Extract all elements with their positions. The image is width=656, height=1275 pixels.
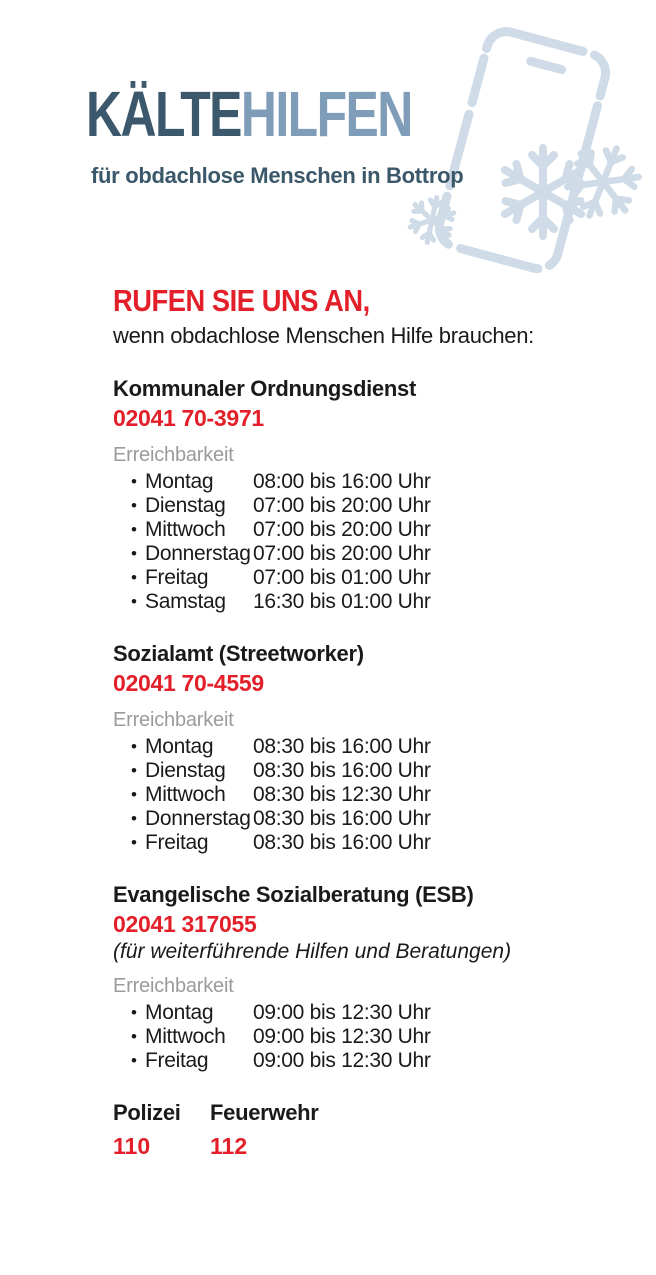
logo-text-hilfen: HILFEN <box>240 78 412 150</box>
opening-hours-row <box>113 1001 593 1025</box>
section-sozialamt-streetworker <box>113 640 593 855</box>
bullet-icon: • <box>131 520 137 539</box>
day-label: Dienstag <box>145 494 226 517</box>
opening-hours-row <box>113 494 593 518</box>
opening-hours-row <box>113 470 593 494</box>
time-range: 08:30 bis 16:00 Uhr <box>253 807 431 830</box>
time-range: 09:00 bis 12:30 Uhr <box>253 1049 431 1072</box>
section-title: Kommunaler Ordnungsdienst <box>113 376 416 401</box>
bullet-icon: • <box>131 472 137 491</box>
opening-hours-row <box>113 807 593 831</box>
opening-hours-row <box>113 566 593 590</box>
bullet-icon: • <box>131 809 137 828</box>
logo-text-kaelte: KÄLTE <box>86 78 241 150</box>
flyer-content <box>113 283 593 1161</box>
opening-hours-row <box>113 1049 593 1073</box>
time-range: 09:00 bis 12:30 Uhr <box>253 1001 431 1024</box>
bullet-icon: • <box>131 496 137 515</box>
phone-outline-icon <box>435 27 610 273</box>
emergency-label: Polizei <box>113 1100 181 1125</box>
section-title: Sozialamt (Streetworker) <box>113 641 364 666</box>
bullet-icon: • <box>131 1051 137 1070</box>
opening-hours-row <box>113 1025 593 1049</box>
bullet-icon: • <box>131 761 137 780</box>
time-range: 08:30 bis 16:00 Uhr <box>253 831 431 854</box>
section-title: Evangelische Sozialberatung (ESB) <box>113 882 474 907</box>
opening-hours-row <box>113 831 593 855</box>
phone-number: 02041 70-4559 <box>113 670 264 696</box>
time-range: 08:00 bis 16:00 Uhr <box>253 470 431 493</box>
section-note: (für weiterführende Hilfen und Beratungen) <box>113 940 512 963</box>
day-label: Dienstag <box>145 759 226 782</box>
day-label: Donnerstag <box>145 542 251 565</box>
emergency-label: Feuerwehr <box>210 1100 319 1125</box>
opening-hours-row <box>113 735 593 759</box>
time-range: 07:00 bis 20:00 Uhr <box>253 494 431 517</box>
phone-number: 02041 70-3971 <box>113 405 264 431</box>
day-label: Montag <box>145 1001 214 1024</box>
opening-hours-row <box>113 590 593 614</box>
bullet-icon: • <box>131 833 137 852</box>
day-label: Montag <box>145 735 214 758</box>
section-kommunaler-ordnungsdienst <box>113 375 593 614</box>
opening-hours-row <box>113 759 593 783</box>
day-label: Mittwoch <box>145 783 226 806</box>
time-range: 09:00 bis 12:30 Uhr <box>253 1025 431 1048</box>
time-range: 08:30 bis 16:00 Uhr <box>253 735 431 758</box>
bullet-icon: • <box>131 785 137 804</box>
opening-hours-row <box>113 542 593 566</box>
bullet-icon: • <box>131 1003 137 1022</box>
availability-label: Erreichbarkeit <box>113 709 234 731</box>
bullet-icon: • <box>131 568 137 587</box>
section-evangelische-sozialberatung <box>113 881 593 1073</box>
emergency-feuerwehr <box>210 1099 319 1161</box>
bullet-icon: • <box>131 1027 137 1046</box>
day-label: Donnerstag <box>145 807 251 830</box>
time-range: 08:30 bis 12:30 Uhr <box>253 783 431 806</box>
bullet-icon: • <box>131 544 137 563</box>
time-range: 16:30 bis 01:00 Uhr <box>253 590 431 613</box>
day-label: Freitag <box>145 566 209 589</box>
phone-snowflakes-graphic <box>390 26 656 278</box>
phone-number: 02041 317055 <box>113 911 257 937</box>
day-label: Mittwoch <box>145 1025 226 1048</box>
opening-hours-list <box>113 470 593 614</box>
bullet-icon: • <box>131 737 137 756</box>
logo-subtitle: für obdachlose Menschen in Bottrop <box>91 163 464 188</box>
availability-label: Erreichbarkeit <box>113 975 234 997</box>
emergency-number: 112 <box>210 1133 248 1159</box>
call-us-subline: wenn obdachlose Menschen Hilfe brauchen: <box>113 323 534 348</box>
opening-hours-list <box>113 735 593 855</box>
call-us-headline: RUFEN SIE UNS AN, <box>113 283 370 318</box>
time-range: 08:30 bis 16:00 Uhr <box>253 759 431 782</box>
time-range: 07:00 bis 20:00 Uhr <box>253 542 431 565</box>
opening-hours-list <box>113 1001 593 1073</box>
time-range: 07:00 bis 20:00 Uhr <box>253 518 431 541</box>
day-label: Freitag <box>145 1049 209 1072</box>
day-label: Montag <box>145 470 214 493</box>
emergency-numbers <box>113 1099 593 1161</box>
emergency-number: 110 <box>113 1133 151 1159</box>
bullet-icon: • <box>131 592 137 611</box>
availability-label: Erreichbarkeit <box>113 444 234 466</box>
snowflake-icon <box>405 193 459 247</box>
day-label: Mittwoch <box>145 518 226 541</box>
day-label: Samstag <box>145 590 226 613</box>
opening-hours-row <box>113 518 593 542</box>
opening-hours-row <box>113 783 593 807</box>
time-range: 07:00 bis 01:00 Uhr <box>253 566 431 589</box>
emergency-polizei <box>113 1099 210 1161</box>
logo <box>86 78 412 150</box>
day-label: Freitag <box>145 831 209 854</box>
